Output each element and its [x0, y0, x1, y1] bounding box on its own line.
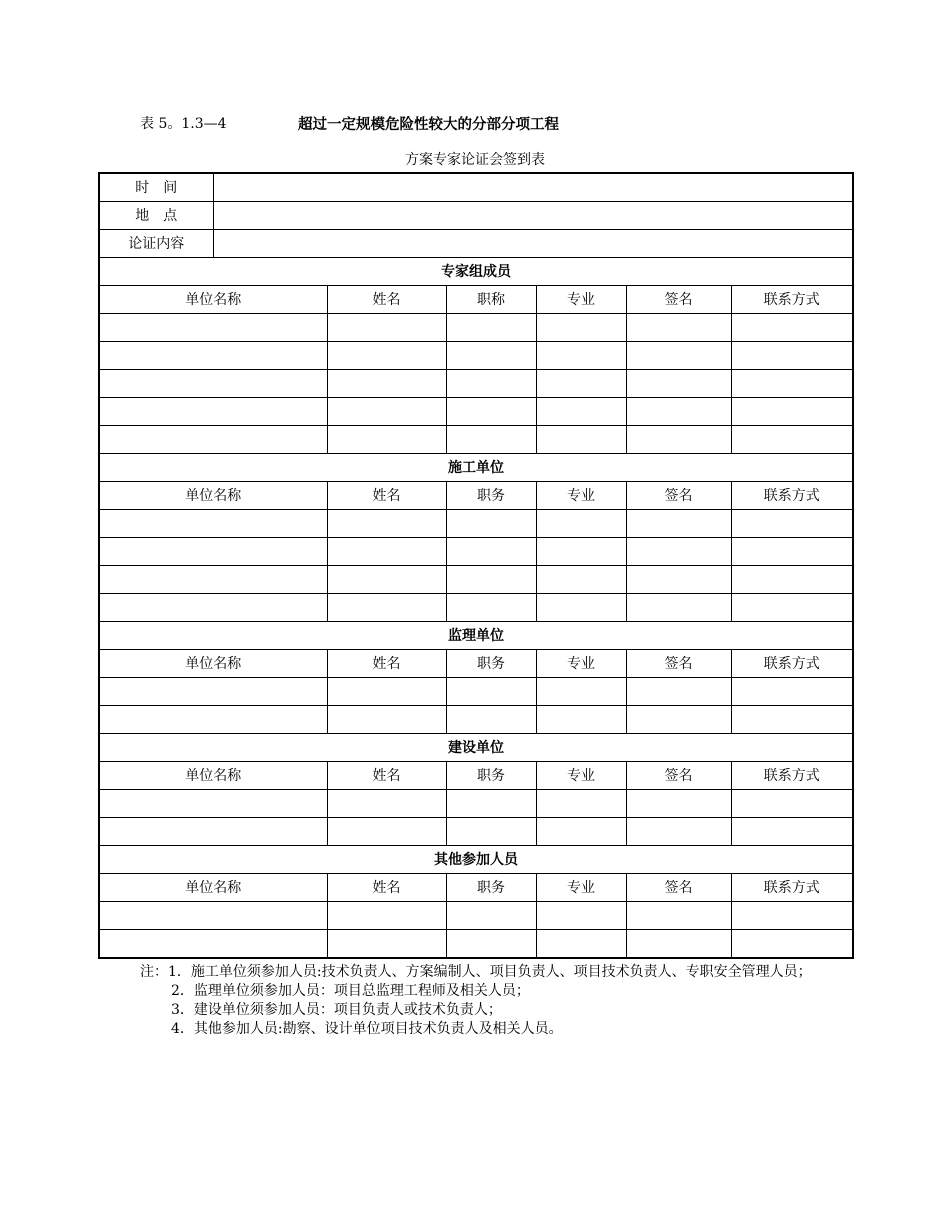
table-row	[99, 706, 853, 734]
blank-cell[interactable]	[99, 370, 327, 398]
table-row	[99, 342, 853, 370]
blank-cell[interactable]	[327, 398, 446, 426]
blank-cell[interactable]	[536, 902, 626, 930]
blank-cell[interactable]	[327, 342, 446, 370]
blank-cell[interactable]	[327, 678, 446, 706]
blank-cell[interactable]	[99, 678, 327, 706]
blank-cell[interactable]	[536, 538, 626, 566]
place-row	[99, 202, 853, 230]
column-header: 专业	[536, 874, 626, 902]
blank-cell[interactable]	[536, 818, 626, 846]
blank-cell[interactable]	[731, 426, 853, 454]
blank-cell[interactable]	[446, 818, 536, 846]
blank-cell[interactable]	[731, 510, 853, 538]
blank-cell[interactable]	[99, 426, 327, 454]
table-row	[99, 594, 853, 622]
section-row	[99, 622, 853, 650]
blank-cell[interactable]	[327, 510, 446, 538]
column-header: 单位名称	[99, 762, 327, 790]
blank-cell[interactable]	[99, 818, 327, 846]
column-header-row	[99, 762, 853, 790]
column-header: 单位名称	[99, 286, 327, 314]
blank-cell[interactable]	[99, 902, 327, 930]
table-row	[99, 930, 853, 959]
blank-cell[interactable]	[536, 566, 626, 594]
blank-cell[interactable]	[536, 510, 626, 538]
blank-cell[interactable]	[731, 314, 853, 342]
blank-cell[interactable]	[446, 370, 536, 398]
column-header: 联系方式	[731, 650, 853, 678]
blank-cell[interactable]	[731, 678, 853, 706]
blank-cell[interactable]	[626, 398, 731, 426]
column-header: 职务	[446, 874, 536, 902]
blank-cell[interactable]	[626, 902, 731, 930]
column-header: 单位名称	[99, 482, 327, 510]
place-label: 地 点	[99, 202, 213, 230]
section-row	[99, 734, 853, 762]
column-header: 姓名	[327, 874, 446, 902]
blank-cell[interactable]	[536, 398, 626, 426]
table-row	[99, 370, 853, 398]
column-header: 职务	[446, 482, 536, 510]
blank-cell[interactable]	[327, 930, 446, 959]
blank-cell[interactable]	[731, 902, 853, 930]
blank-cell[interactable]	[446, 790, 536, 818]
blank-cell[interactable]	[626, 370, 731, 398]
blank-cell[interactable]	[99, 314, 327, 342]
blank-cell[interactable]	[99, 594, 327, 622]
note-1: 注：1．施工单位须参加人员:技术负责人、方案编制人、项目负责人、项目技术负责人、专职安全管理人员；	[140, 964, 812, 980]
blank-cell[interactable]	[327, 902, 446, 930]
content-label: 论证内容	[99, 230, 213, 258]
blank-cell[interactable]	[327, 370, 446, 398]
column-header: 姓名	[327, 482, 446, 510]
blank-cell[interactable]	[99, 510, 327, 538]
blank-cell[interactable]	[327, 790, 446, 818]
blank-cell[interactable]	[99, 790, 327, 818]
column-header-row	[99, 650, 853, 678]
blank-cell[interactable]	[327, 594, 446, 622]
blank-cell[interactable]	[327, 818, 446, 846]
table-row	[99, 314, 853, 342]
table-row	[99, 566, 853, 594]
notes	[140, 963, 830, 1039]
blank-cell[interactable]	[446, 342, 536, 370]
table-row	[99, 398, 853, 426]
column-header: 姓名	[327, 762, 446, 790]
blank-cell[interactable]	[626, 678, 731, 706]
document-subtitle: 方案专家论证会签到表	[405, 152, 545, 168]
blank-cell[interactable]	[536, 314, 626, 342]
time-field[interactable]	[213, 173, 853, 202]
blank-cell[interactable]	[731, 370, 853, 398]
column-header: 单位名称	[99, 650, 327, 678]
blank-cell[interactable]	[446, 314, 536, 342]
blank-cell[interactable]	[626, 790, 731, 818]
blank-cell[interactable]	[536, 678, 626, 706]
table-row	[99, 818, 853, 846]
blank-cell[interactable]	[446, 398, 536, 426]
blank-cell[interactable]	[446, 902, 536, 930]
place-field[interactable]	[213, 202, 853, 230]
column-header: 职务	[446, 650, 536, 678]
section-title-supervision: 监理单位	[99, 622, 853, 650]
blank-cell[interactable]	[99, 930, 327, 959]
column-header: 职称	[446, 286, 536, 314]
section-row	[99, 258, 853, 286]
column-header: 签名	[626, 874, 731, 902]
note-3: 3．建设单位须参加人员：项目负责人或技术负责人；	[171, 1002, 502, 1018]
blank-cell[interactable]	[536, 790, 626, 818]
blank-cell[interactable]	[327, 566, 446, 594]
blank-cell[interactable]	[446, 678, 536, 706]
column-header: 联系方式	[731, 482, 853, 510]
blank-cell[interactable]	[536, 370, 626, 398]
table-row	[99, 678, 853, 706]
blank-cell[interactable]	[327, 426, 446, 454]
column-header: 专业	[536, 286, 626, 314]
blank-cell[interactable]	[731, 790, 853, 818]
blank-cell[interactable]	[99, 342, 327, 370]
blank-cell[interactable]	[626, 818, 731, 846]
time-row	[99, 173, 853, 202]
blank-cell[interactable]	[327, 538, 446, 566]
column-header: 签名	[626, 650, 731, 678]
column-header: 联系方式	[731, 874, 853, 902]
column-header: 签名	[626, 482, 731, 510]
column-header: 单位名称	[99, 874, 327, 902]
table-row	[99, 426, 853, 454]
blank-cell[interactable]	[446, 594, 536, 622]
column-header: 职务	[446, 762, 536, 790]
section-title-construction: 施工单位	[99, 454, 853, 482]
column-header-row	[99, 874, 853, 902]
blank-cell[interactable]	[626, 930, 731, 959]
blank-cell[interactable]	[536, 594, 626, 622]
column-header: 联系方式	[731, 286, 853, 314]
blank-cell[interactable]	[626, 706, 731, 734]
blank-cell[interactable]	[446, 538, 536, 566]
column-header: 姓名	[327, 286, 446, 314]
table-number: 表 5。1.3—4	[140, 116, 227, 132]
blank-cell[interactable]	[731, 818, 853, 846]
blank-cell[interactable]	[626, 314, 731, 342]
table-row	[99, 902, 853, 930]
blank-cell[interactable]	[327, 314, 446, 342]
blank-cell[interactable]	[446, 930, 536, 959]
blank-cell[interactable]	[536, 426, 626, 454]
blank-cell[interactable]	[731, 398, 853, 426]
section-row	[99, 454, 853, 482]
blank-cell[interactable]	[626, 566, 731, 594]
content-field[interactable]	[213, 230, 853, 258]
blank-cell[interactable]	[731, 538, 853, 566]
blank-cell[interactable]	[536, 706, 626, 734]
blank-cell[interactable]	[446, 706, 536, 734]
blank-cell[interactable]	[731, 594, 853, 622]
blank-cell[interactable]	[731, 706, 853, 734]
blank-cell[interactable]	[626, 426, 731, 454]
blank-cell[interactable]	[99, 706, 327, 734]
blank-cell[interactable]	[99, 398, 327, 426]
column-header-row	[99, 482, 853, 510]
column-header: 姓名	[327, 650, 446, 678]
column-header: 专业	[536, 650, 626, 678]
column-header: 联系方式	[731, 762, 853, 790]
blank-cell[interactable]	[731, 930, 853, 959]
blank-cell[interactable]	[446, 426, 536, 454]
section-title-experts: 专家组成员	[99, 258, 853, 286]
blank-cell[interactable]	[536, 342, 626, 370]
section-row	[99, 846, 853, 874]
content-row	[99, 230, 853, 258]
column-header: 签名	[626, 286, 731, 314]
blank-cell[interactable]	[99, 566, 327, 594]
document-title: 超过一定规模危险性较大的分部分项工程	[298, 117, 559, 133]
note-4: 4．其他参加人员:勘察、设计单位项目技术负责人及相关人员。	[171, 1021, 563, 1037]
blank-cell[interactable]	[731, 342, 853, 370]
table-row	[99, 790, 853, 818]
blank-cell[interactable]	[626, 538, 731, 566]
blank-cell[interactable]	[731, 566, 853, 594]
blank-cell[interactable]	[626, 594, 731, 622]
column-header-row	[99, 286, 853, 314]
column-header: 签名	[626, 762, 731, 790]
table-row	[99, 510, 853, 538]
document-header	[140, 113, 840, 133]
table-row	[99, 538, 853, 566]
section-title-others: 其他参加人员	[99, 846, 853, 874]
blank-cell[interactable]	[99, 538, 327, 566]
blank-cell[interactable]	[626, 510, 731, 538]
blank-cell[interactable]	[327, 706, 446, 734]
column-header: 专业	[536, 762, 626, 790]
blank-cell[interactable]	[446, 510, 536, 538]
blank-cell[interactable]	[446, 566, 536, 594]
note-2: 2．监理单位须参加人员：项目总监理工程师及相关人员；	[171, 983, 530, 999]
time-label: 时 间	[99, 173, 213, 202]
blank-cell[interactable]	[536, 930, 626, 959]
column-header: 专业	[536, 482, 626, 510]
sign-in-table	[98, 172, 854, 959]
blank-cell[interactable]	[626, 342, 731, 370]
section-title-owner: 建设单位	[99, 734, 853, 762]
